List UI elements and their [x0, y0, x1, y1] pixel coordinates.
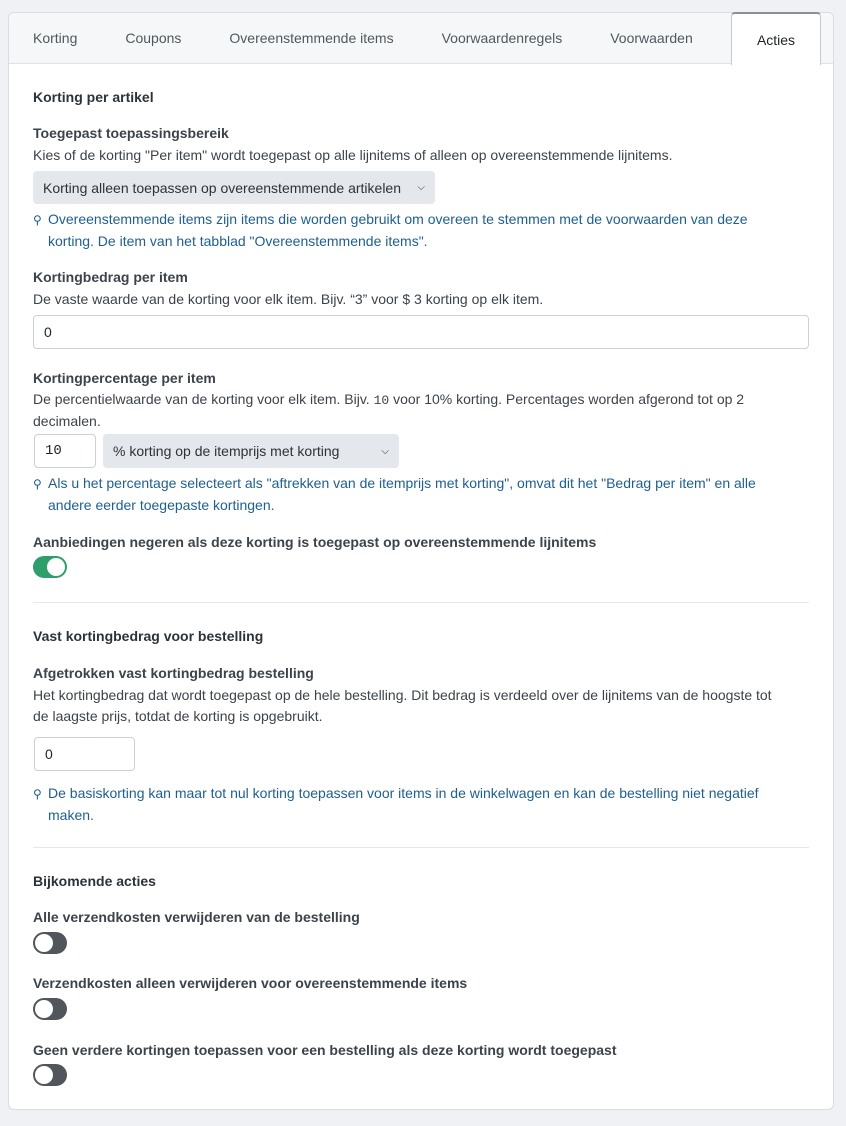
tab-voorwaarden[interactable]: Voorwaarden	[610, 30, 693, 46]
section-title-order-fixed: Vast kortingbedrag voor bestelling	[33, 628, 264, 644]
lightbulb-icon: ⚲	[33, 787, 42, 801]
scope-description: Kies of de korting "Per item" wordt toegepast op alle lijnitems of alleen op overeenstemmende lijnitems.	[33, 147, 673, 163]
tab-overeenstemmende-items[interactable]: Overeenstemmende items	[229, 30, 394, 46]
remove-all-shipping-label: Alle verzendkosten verwijderen van de bestelling	[33, 909, 360, 925]
percentage-input[interactable]: 10	[34, 434, 96, 468]
discount-actions-panel	[8, 12, 834, 1110]
percentage-label: Kortingpercentage per item	[33, 370, 216, 386]
lightbulb-icon: ⚲	[33, 213, 42, 227]
tab-korting[interactable]: Korting	[33, 30, 78, 46]
section-title-per-item: Korting per artikel	[33, 89, 154, 105]
chevron-down-icon: ⌵	[417, 182, 425, 193]
section-title-extra: Bijkomende acties	[33, 873, 156, 889]
percentage-mode-value: % korting op de itemprijs met korting	[113, 443, 340, 459]
remove-all-shipping-toggle[interactable]	[33, 932, 67, 954]
toggle-knob	[35, 1066, 53, 1084]
no-further-discounts-toggle[interactable]	[33, 1064, 67, 1086]
scope-select[interactable]	[33, 171, 435, 204]
remove-matching-shipping-label: Verzendkosten alleen verwijderen voor overeenstemmende items	[33, 975, 468, 991]
scope-label: Toegepast toepassingsbereik	[33, 125, 229, 141]
percentage-mode-select[interactable]	[103, 434, 399, 468]
order-fixed-description: Het kortingbedrag dat wordt toegepast op de hele bestelling. Dit bedrag is verdeeld over de lijnitems van de hoogste tot de laagste prijs, totdat de korting is opgebruikt.	[33, 687, 772, 724]
tab-acties[interactable]: Acties	[731, 12, 821, 65]
ignore-offers-label: Aanbiedingen negeren als deze korting is toegepast op overeenstemmende lijnitems	[33, 534, 597, 550]
order-fixed-label: Afgetrokken vast kortingbedrag bestelling	[33, 665, 314, 681]
no-further-discounts-label: Geen verdere kortingen toepassen voor een bestelling als deze korting wordt toegepast	[33, 1042, 617, 1058]
tab-voorwaardenregels[interactable]: Voorwaardenregels	[441, 30, 563, 46]
scope-hint: ⚲ Overeenstemmende items zijn items die worden gebruikt om overeen te stemmen met de voorwaarden van deze korting. De item van het tabblad "Overeenstemmende items".	[33, 211, 748, 249]
amount-description: De vaste waarde van de korting voor elk item. Bijv. “3” voor $ 3 korting op elk item.	[33, 291, 544, 307]
amount-label: Kortingbedrag per item	[33, 269, 188, 285]
ignore-offers-toggle[interactable]	[33, 556, 67, 578]
chevron-down-icon: ⌵	[381, 445, 389, 457]
tab-bar	[9, 13, 833, 64]
order-fixed-input[interactable]: 0	[34, 737, 135, 771]
tab-coupons[interactable]: Coupons	[125, 30, 182, 46]
percentage-hint: ⚲ Als u het percentage selecteert als "aftrekken van de itemprijs met korting", omvat dit het "Bedrag per item" en alle andere eerder toegepaste kortingen.	[33, 475, 756, 513]
amount-input[interactable]: 0	[33, 315, 809, 349]
percentage-description: De percentielwaarde van de korting voor elk item. Bijv. 10 voor 10% korting. Percentages worden afgerond tot op 2 decimalen.	[33, 391, 745, 429]
remove-matching-shipping-toggle[interactable]	[33, 998, 67, 1020]
section-divider	[33, 602, 809, 603]
toggle-knob	[35, 934, 53, 952]
order-fixed-hint: ⚲ De basiskorting kan maar tot nul korting toepassen voor items in de winkelwagen en kan de bestelling niet negatief maken.	[33, 785, 759, 823]
section-divider	[33, 847, 809, 848]
toggle-knob	[47, 558, 65, 576]
toggle-knob	[35, 1000, 53, 1018]
scope-select-value: Korting alleen toepassen op overeenstemmende artikelen	[43, 179, 402, 196]
lightbulb-icon: ⚲	[33, 477, 42, 491]
